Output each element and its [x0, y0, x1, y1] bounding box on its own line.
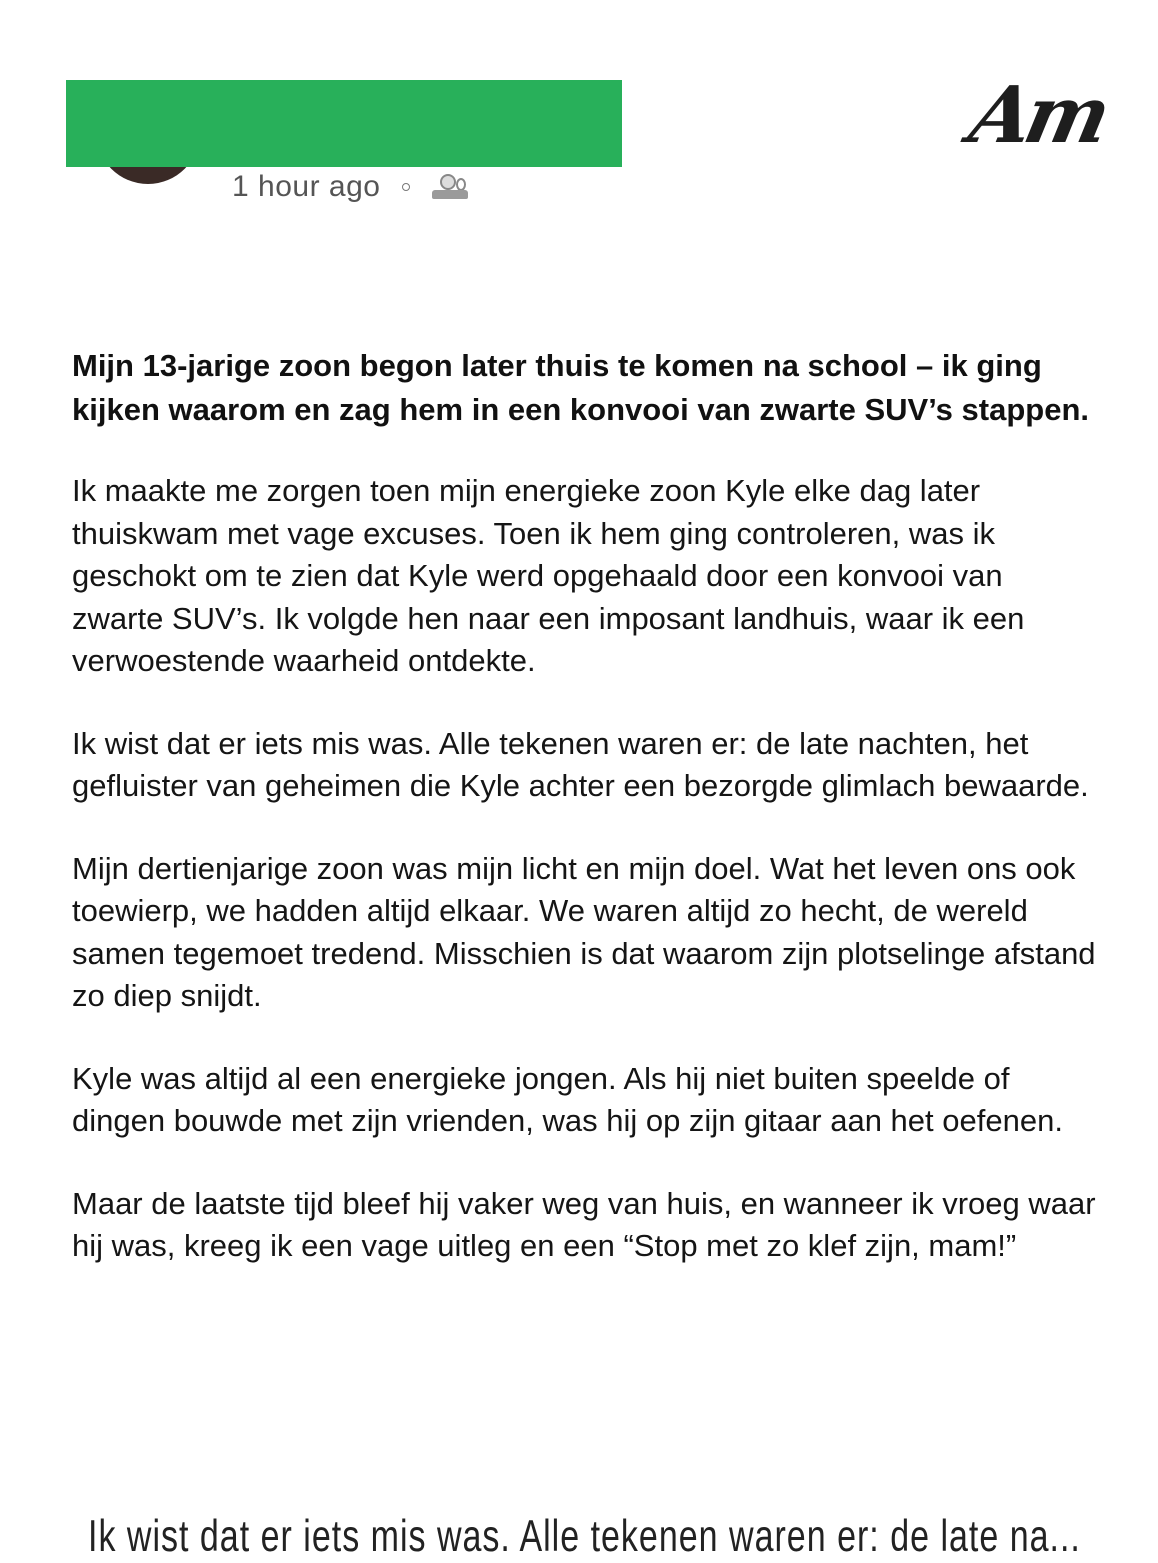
article-paragraph: Maar de laatste tijd bleef hij vaker weg van huis, en wanneer ik vroeg waar hij was, kreeg ik een vage uitleg en een “Stop met zo klef zijn, mam!”: [72, 1185, 1096, 1263]
article-body: [72, 344, 1102, 1308]
post-timestamp[interactable]: 1 hour ago: [232, 170, 381, 203]
redacted-name-block: [66, 80, 622, 167]
friends-icon[interactable]: [432, 172, 470, 202]
separator-dot: [402, 183, 410, 191]
article-paragraph: Kyle was altijd al een energieke jongen. Als hij niet buiten speelde of dingen bouwde met zijn vrienden, was hij op zijn gitaar aan het oefenen.: [72, 1060, 1063, 1138]
article-headline: Mijn 13-jarige zoon begon later thuis te komen na school – ik ging kijken waarom en zag hem in een konvooi van zwarte SUV’s stappen.: [72, 348, 1089, 427]
post-meta: [232, 170, 470, 204]
article-paragraph: Ik wist dat er iets mis was. Alle tekenen waren er: de late nachten, het gefluister van geheimen die Kyle achter een bezorgde glimlach bewaarde.: [72, 725, 1089, 803]
article-paragraph: Ik maakte me zorgen toen mijn energieke zoon Kyle elke dag later thuiskwam met vage excuses. Toen ik hem ging controleren, was ik geschokt om te zien dat Kyle werd opgehaald door een konvooi van zwarte SUV’s. Ik volgde hen naar een imposant landhuis, waar ik een verwoestende waarheid ontdekte.: [72, 473, 1025, 678]
article-paragraph: Mijn dertienjarige zoon was mijn licht en mijn doel. Wat het leven ons ook toewierp, we hadden altijd elkaar. We waren altijd zo hecht, de wereld samen tegemoet tredend. Misschien is dat waarom zijn plotselinge afstand zo diep snijdt.: [72, 850, 1096, 1013]
cutoff-text-line: Ik wist dat er iets mis was. Alle tekenen waren er: de late na...: [88, 1512, 1081, 1562]
amomama-logo: Am: [962, 70, 1113, 161]
